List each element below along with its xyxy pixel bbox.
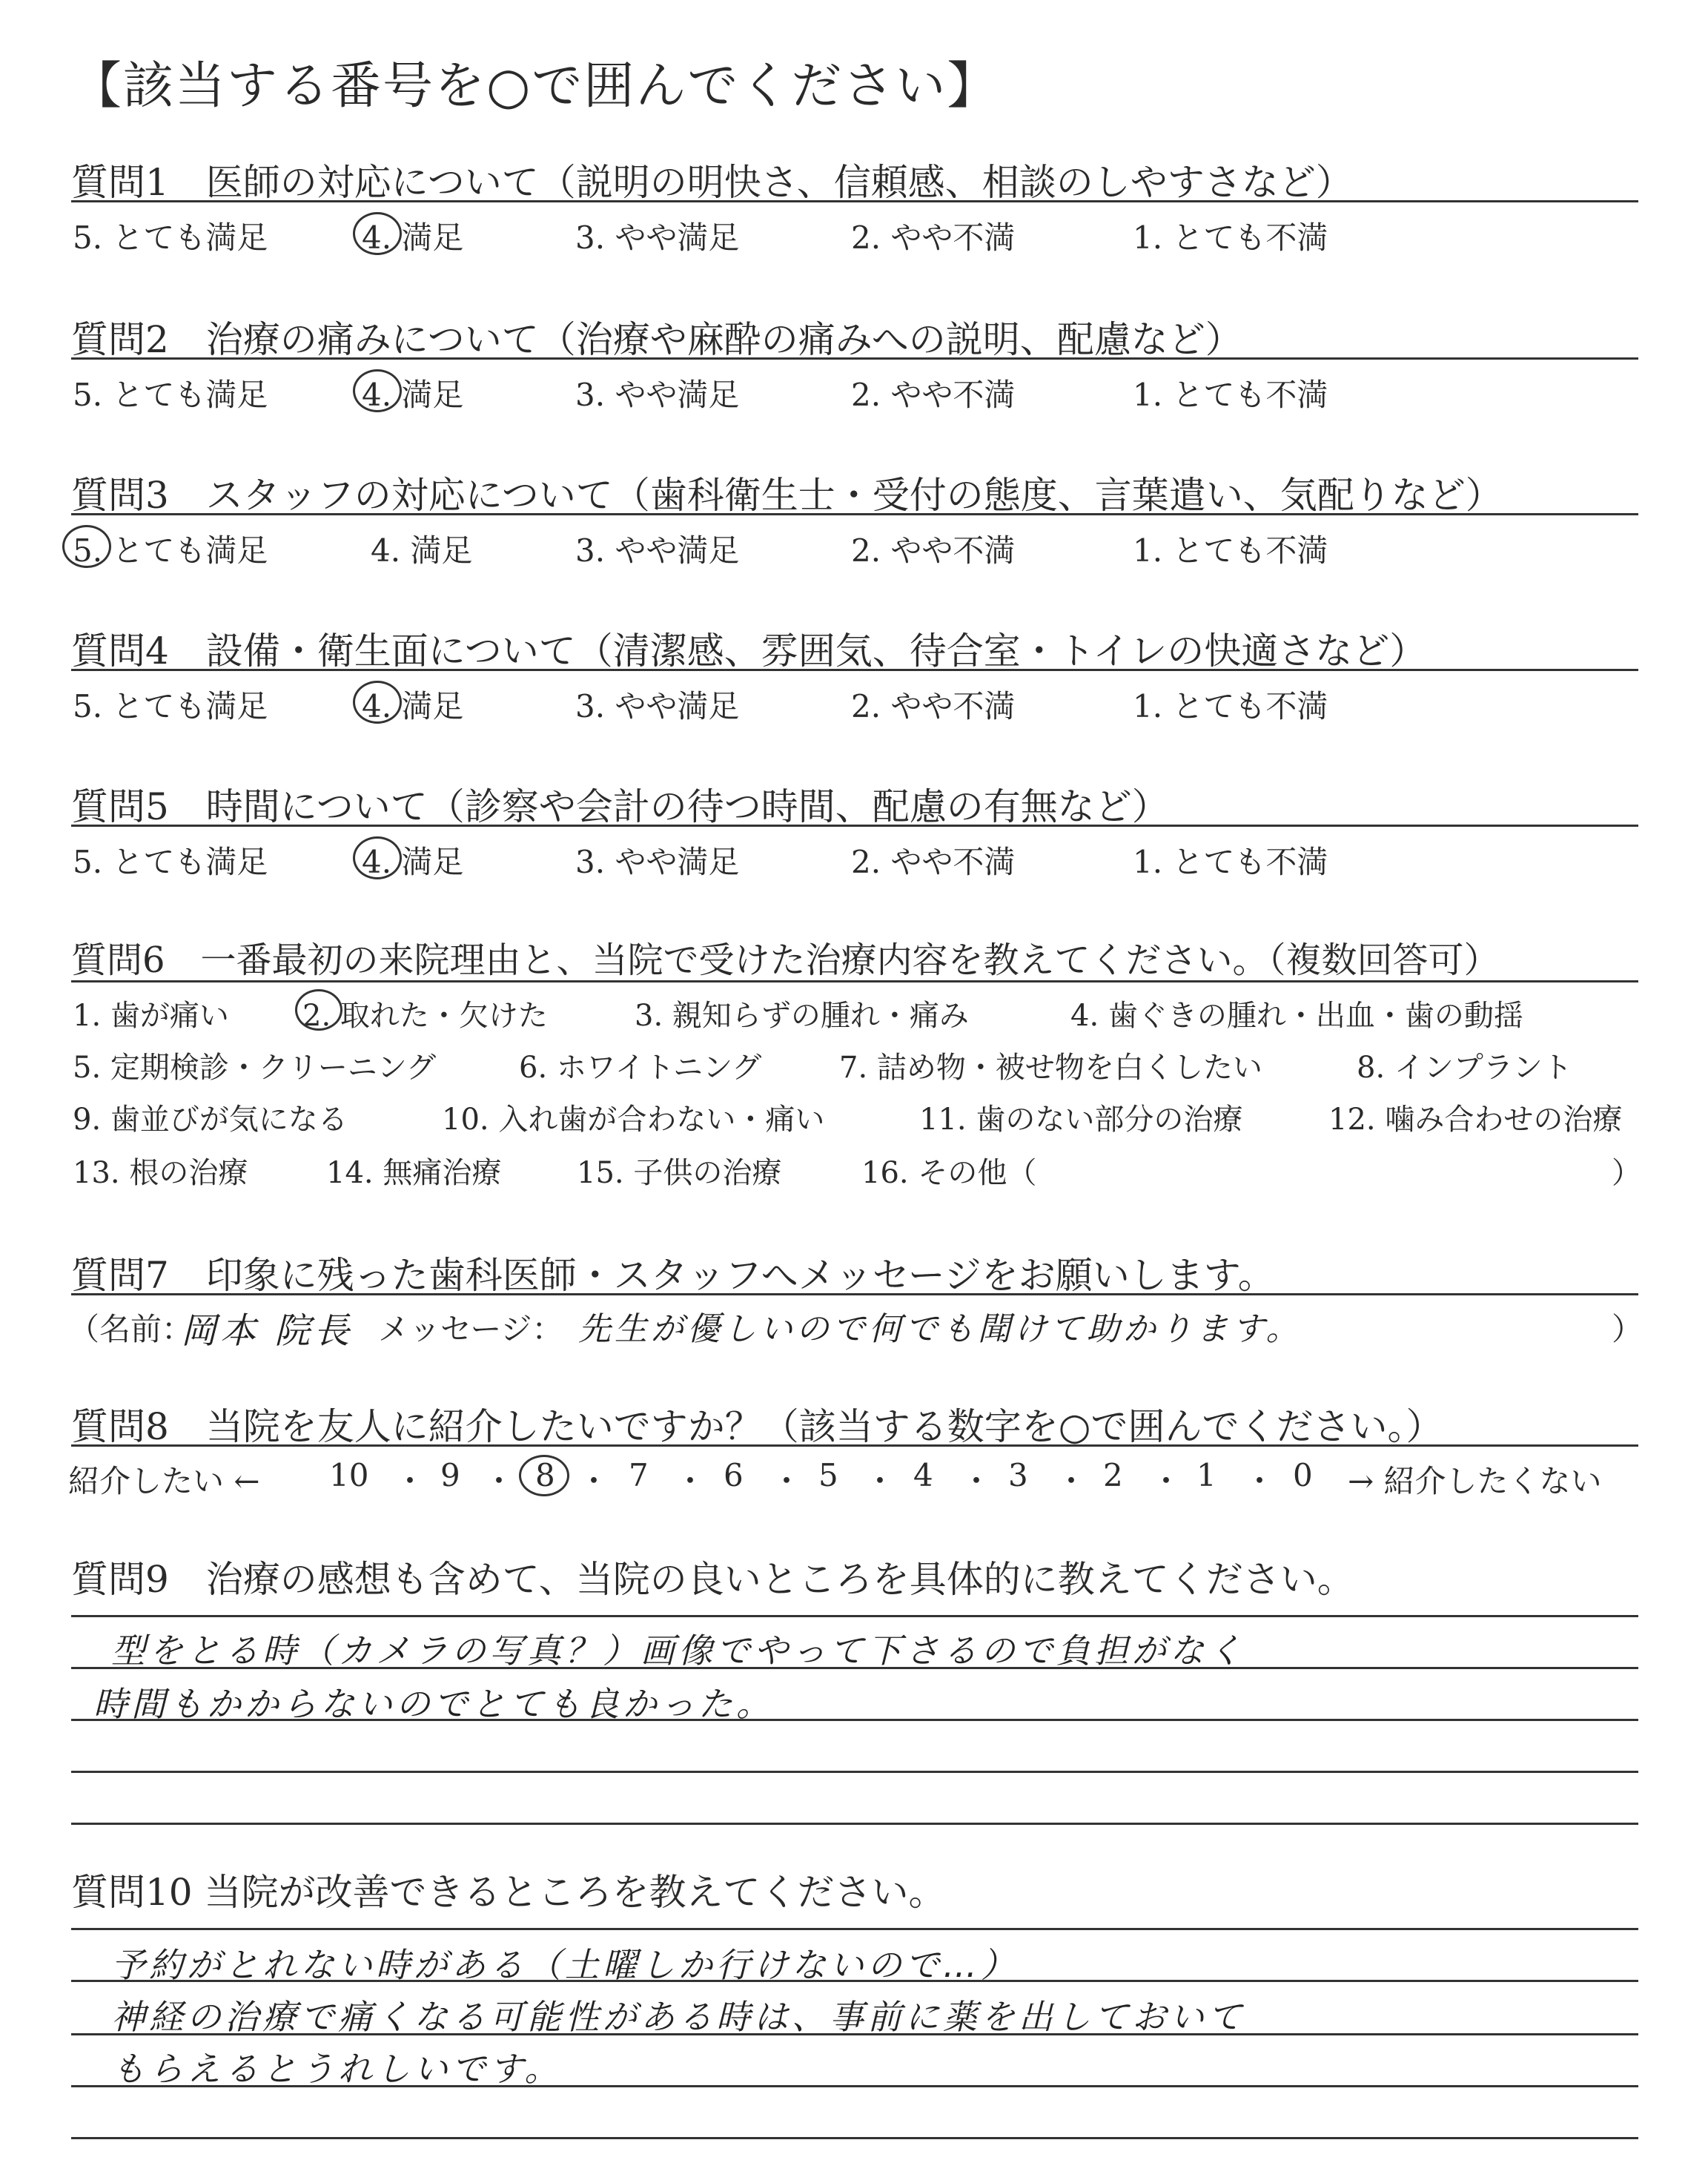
q8-scale-5[interactable]: 5 <box>818 1457 838 1493</box>
selection-circle <box>353 681 402 724</box>
q7-message-label: メッセージ： <box>378 1311 563 1347</box>
q5-option-2[interactable]: 2. やや不満 <box>851 844 1016 880</box>
scale-separator: ・ <box>1151 1463 1182 1499</box>
q2-option-1[interactable]: 1. とても不満 <box>1133 377 1328 413</box>
q10-answer-line-2[interactable]: 神経の治療で痛くなる可能性がある時は、事前に薬を出しておいて <box>111 1997 1245 2037</box>
writing-line <box>71 2033 1638 2035</box>
q6-option-16[interactable]: 16. その他（ <box>861 1156 1037 1190</box>
q4-option-1[interactable]: 1. とても不満 <box>1133 688 1328 724</box>
question-8-heading: 質問8 当院を友人に紹介したいですか？（該当する数字を○で囲んでください。） <box>71 1405 1443 1448</box>
divider <box>71 669 1638 671</box>
q8-scale-8[interactable]: 8 <box>535 1457 555 1493</box>
selection-circle <box>353 369 402 412</box>
q1-option-1[interactable]: 1. とても不満 <box>1133 219 1328 256</box>
q8-scale-2[interactable]: 2 <box>1103 1457 1123 1493</box>
scale-separator: ・ <box>578 1463 610 1499</box>
scale-separator: ・ <box>771 1463 803 1499</box>
q2-option-3[interactable]: 3. やや満足 <box>575 377 740 413</box>
divider <box>71 513 1638 515</box>
writing-line <box>71 1667 1638 1669</box>
q1-option-4[interactable]: 4. 満足 <box>362 219 464 256</box>
q7-name-value[interactable]: 岡本 院長 <box>181 1310 354 1352</box>
q10-answer-line-1[interactable]: 予約がとれない時がある（土曜しか行けないので…） <box>111 1945 1019 1985</box>
q6-option-2[interactable]: 2. 取れた・欠けた <box>302 999 548 1033</box>
q8-scale-10[interactable]: 10 <box>329 1457 369 1493</box>
question-2-heading: 質問2 治療の痛みについて（治療や麻酔の痛みへの説明、配慮など） <box>71 318 1242 361</box>
writing-line <box>71 2085 1638 2087</box>
divider <box>71 980 1638 982</box>
q8-right-label: → 紹介したくない <box>1348 1463 1602 1499</box>
divider <box>71 1293 1638 1295</box>
scale-separator: ・ <box>864 1463 896 1499</box>
divider <box>71 200 1638 202</box>
q4-option-3[interactable]: 3. やや満足 <box>575 688 740 724</box>
q3-option-5[interactable]: 5. とても満足 <box>73 532 268 569</box>
writing-line <box>71 2137 1638 2139</box>
q6-other-close-paren: ） <box>1612 1156 1641 1190</box>
scale-separator: ・ <box>961 1463 993 1499</box>
q9-answer-line-1[interactable]: 型をとる時（カメラの写真？）画像でやって下さるので負担がなく <box>111 1631 1245 1671</box>
q8-scale-1[interactable]: 1 <box>1196 1457 1217 1493</box>
question-3-heading: 質問3 スタッフの対応について（歯科衛生士・受付の態度、言葉遣い、気配りなど） <box>71 474 1503 517</box>
form-title: 【該当する番号を○で囲んでください】 <box>71 57 999 116</box>
selection-circle <box>519 1455 569 1496</box>
q8-scale-9[interactable]: 9 <box>440 1457 460 1493</box>
q6-option-12[interactable]: 12. 噛み合わせの治療 <box>1328 1103 1623 1137</box>
q5-option-5[interactable]: 5. とても満足 <box>73 844 268 880</box>
q6-option-10[interactable]: 10. 入れ歯が合わない・痛い <box>442 1103 825 1137</box>
q10-answer-line-3[interactable]: もらえるとうれしいです。 <box>111 2049 563 2089</box>
q8-scale-6[interactable]: 6 <box>724 1457 744 1493</box>
writing-line <box>71 1928 1638 1930</box>
q6-option-13[interactable]: 13. 根の治療 <box>73 1156 248 1190</box>
scale-separator: ・ <box>394 1463 426 1499</box>
q2-option-5[interactable]: 5. とても満足 <box>73 377 268 413</box>
q3-option-3[interactable]: 3. やや満足 <box>575 532 740 569</box>
q8-scale-7[interactable]: 7 <box>629 1457 649 1493</box>
q6-option-14[interactable]: 14. 無痛治療 <box>326 1156 502 1190</box>
scale-separator: ・ <box>675 1463 706 1499</box>
q2-option-2[interactable]: 2. やや不満 <box>851 377 1016 413</box>
question-10-heading: 質問10 当院が改善できるところを教えてください。 <box>71 1871 946 1914</box>
selection-circle <box>295 989 342 1031</box>
question-4-heading: 質問4 設備・衛生面について（清潔感、雰囲気、待合室・トイレの快適さなど） <box>71 630 1427 673</box>
q8-scale-0[interactable]: 0 <box>1293 1457 1313 1493</box>
q7-name-label: （名前： <box>68 1311 193 1347</box>
q6-option-4[interactable]: 4. 歯ぐきの腫れ・出血・歯の動揺 <box>1070 999 1523 1033</box>
q7-close-paren: ） <box>1612 1311 1644 1347</box>
q5-option-4[interactable]: 4. 満足 <box>362 844 464 880</box>
divider <box>71 357 1638 360</box>
q8-scale-4[interactable]: 4 <box>913 1457 933 1493</box>
writing-line <box>71 1980 1638 1982</box>
q4-option-4[interactable]: 4. 満足 <box>362 688 464 724</box>
q3-option-1[interactable]: 1. とても不満 <box>1133 532 1328 569</box>
q9-answer-line-2[interactable]: 時間もかからないのでとても良かった。 <box>93 1684 774 1724</box>
q6-option-5[interactable]: 5. 定期検診・クリーニング <box>73 1051 437 1085</box>
q6-option-3[interactable]: 3. 親知らずの腫れ・痛み <box>635 999 969 1033</box>
writing-line <box>71 1771 1638 1773</box>
q8-left-label: 紹介したい ← <box>68 1463 260 1499</box>
selection-circle <box>353 212 402 255</box>
q8-scale-3[interactable]: 3 <box>1008 1457 1028 1493</box>
q7-message-value[interactable]: 先生が優しいので何でも聞けて助かります。 <box>578 1310 1302 1348</box>
question-9-heading: 質問9 治療の感想も含めて、当院の良いところを具体的に教えてください。 <box>71 1558 1354 1601</box>
q2-option-4[interactable]: 4. 満足 <box>362 377 464 413</box>
q6-option-15[interactable]: 15. 子供の治療 <box>577 1156 782 1190</box>
q1-option-3[interactable]: 3. やや満足 <box>575 219 740 256</box>
q6-option-9[interactable]: 9. 歯並びが気になる <box>73 1103 348 1137</box>
q6-option-7[interactable]: 7. 詰め物・被せ物を白くしたい <box>839 1051 1262 1085</box>
q4-option-2[interactable]: 2. やや不満 <box>851 688 1016 724</box>
scale-separator: ・ <box>1244 1463 1276 1499</box>
selection-circle <box>353 836 402 879</box>
q4-option-5[interactable]: 5. とても満足 <box>73 688 268 724</box>
scale-separator: ・ <box>483 1463 515 1499</box>
writing-line <box>71 1719 1638 1721</box>
q1-option-5[interactable]: 5. とても満足 <box>73 219 268 256</box>
q3-option-4[interactable]: 4. 満足 <box>371 532 473 569</box>
selection-circle <box>62 525 111 568</box>
question-6-heading: 質問6 一番最初の来院理由と、当院で受けた治療内容を教えてください。（複数回答可） <box>71 939 1500 981</box>
q1-option-2[interactable]: 2. やや不満 <box>851 219 1016 256</box>
divider <box>71 1444 1638 1447</box>
divider <box>71 825 1638 827</box>
writing-line <box>71 1823 1638 1825</box>
q5-option-1[interactable]: 1. とても不満 <box>1133 844 1328 880</box>
scale-separator: ・ <box>1056 1463 1088 1499</box>
writing-line <box>71 1615 1638 1617</box>
q5-option-3[interactable]: 3. やや満足 <box>575 844 740 880</box>
question-5-heading: 質問5 時間について（診察や会計の待つ時間、配慮の有無など） <box>71 785 1169 828</box>
q6-option-1[interactable]: 1. 歯が痛い <box>73 999 229 1033</box>
q3-option-2[interactable]: 2. やや不満 <box>851 532 1016 569</box>
q6-option-11[interactable]: 11. 歯のない部分の治療 <box>919 1103 1243 1137</box>
q6-option-8[interactable]: 8. インプラント <box>1357 1051 1572 1085</box>
question-1-heading: 質問1 医師の対応について（説明の明快さ、信頼感、相談のしやすさなど） <box>71 161 1353 204</box>
question-7-heading: 質問7 印象に残った歯科医師・スタッフへメッセージをお願いします。 <box>71 1254 1275 1297</box>
q6-option-6[interactable]: 6. ホワイトニング <box>519 1051 762 1085</box>
